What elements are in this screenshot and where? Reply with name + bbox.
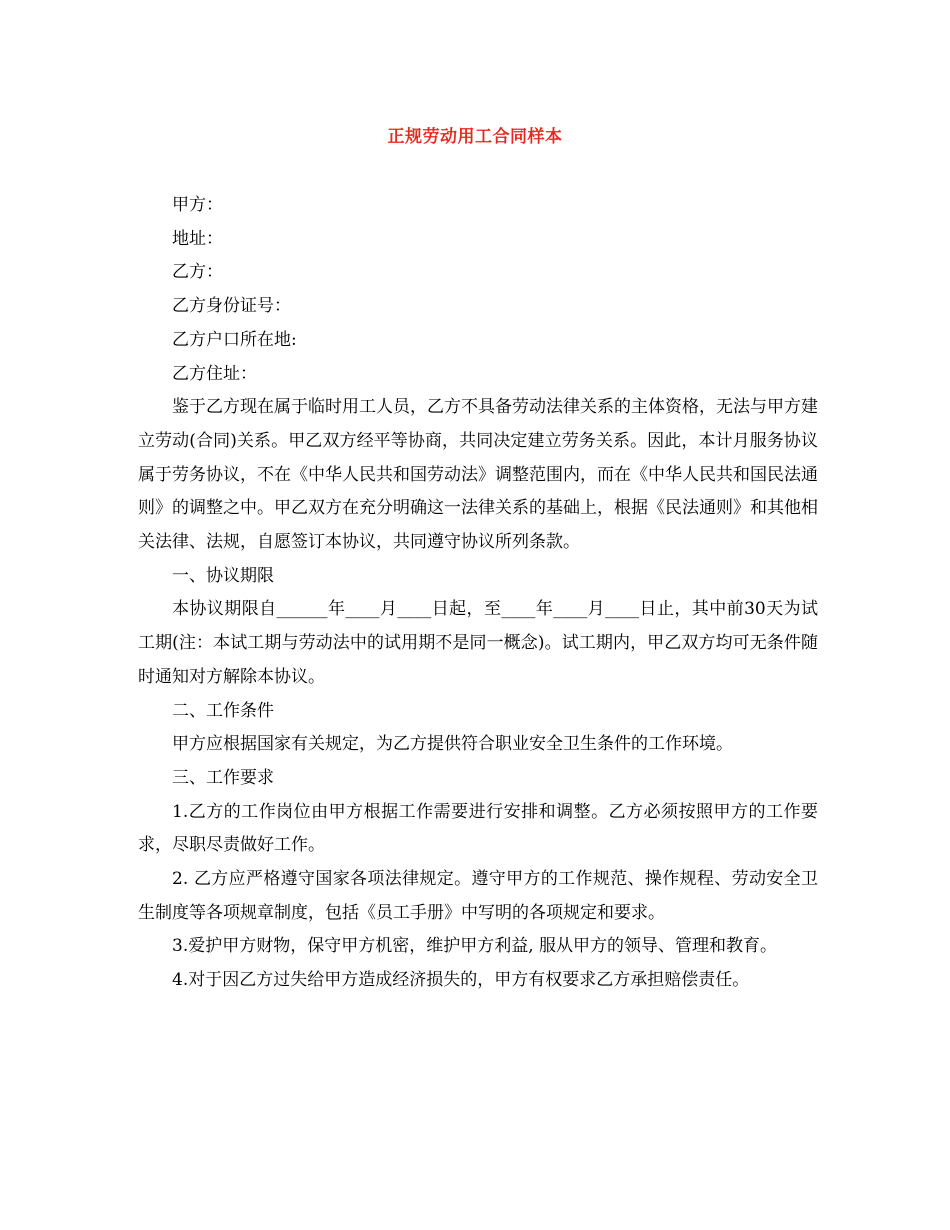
requirement-item-3: 3.爱护甲方财物，保守甲方机密，维护甲方利益, 服从甲方的领导、管理和教育。: [172, 936, 778, 957]
party-b-hukou-field: 乙方户口所在地:: [172, 329, 297, 350]
party-b-residence-field: 乙方住址：: [172, 363, 257, 384]
address-field: 地址：: [172, 228, 223, 249]
term-paragraph: 本协议期限自______年____月____日起，至____年____月____日止，其中前30天为试工期(注：本试工期与劳动法中的试用期不是同一概念)。试工期内，甲乙双方均可无条件随时通知对方解除本协议。: [138, 599, 818, 687]
requirement-item-4: 4.对于因乙方过失给甲方造成经济损失的，甲方有权要求乙方承担赔偿责任。: [172, 970, 750, 991]
section-heading-term: 一、协议期限: [172, 565, 274, 586]
section-heading-requirements: 三、工作要求: [172, 767, 274, 788]
document-body: [138, 189, 818, 998]
section-heading-conditions: 二、工作条件: [172, 700, 274, 721]
requirement-item-1: 1.乙方的工作岗位由甲方根据工作需要进行安排和调整。乙方必须按照甲方的工作要求，尽职尽责做好工作。: [138, 801, 818, 856]
requirement-item-2: 2. 乙方应严格遵守国家各项法律规定。遵守甲方的工作规范、操作规程、劳动安全卫生制度等各项规章制度，包括《员工手册》中写明的各项规定和要求。: [138, 869, 818, 923]
party-b-field: 乙方：: [172, 262, 223, 283]
conditions-paragraph: 甲方应根据国家有关规定，为乙方提供符合职业安全卫生条件的工作环境。: [172, 734, 733, 755]
party-b-id-field: 乙方身份证号：: [172, 296, 291, 317]
preamble-paragraph: 鉴于乙方现在属于临时用工人员，乙方不具备劳动法律关系的主体资格，无法与甲方建立劳动(合同)关系。甲乙双方经平等协商，共同决定建立劳务关系。因此，本计月服务协议属于劳务协议，不在《中华人民共和国劳动法》调整范围内，而在《中华人民共和国民法通则》的调整之中。甲乙双方在充分明确这一法律关系的基础上，根据《民法通则》和其他相关法律、法规，自愿签订本协议，共同遵守协议所列条款。: [138, 397, 818, 553]
party-a-field: 甲方：: [172, 195, 223, 215]
document-title: 正规劳动用工合同样本: [387, 127, 563, 147]
